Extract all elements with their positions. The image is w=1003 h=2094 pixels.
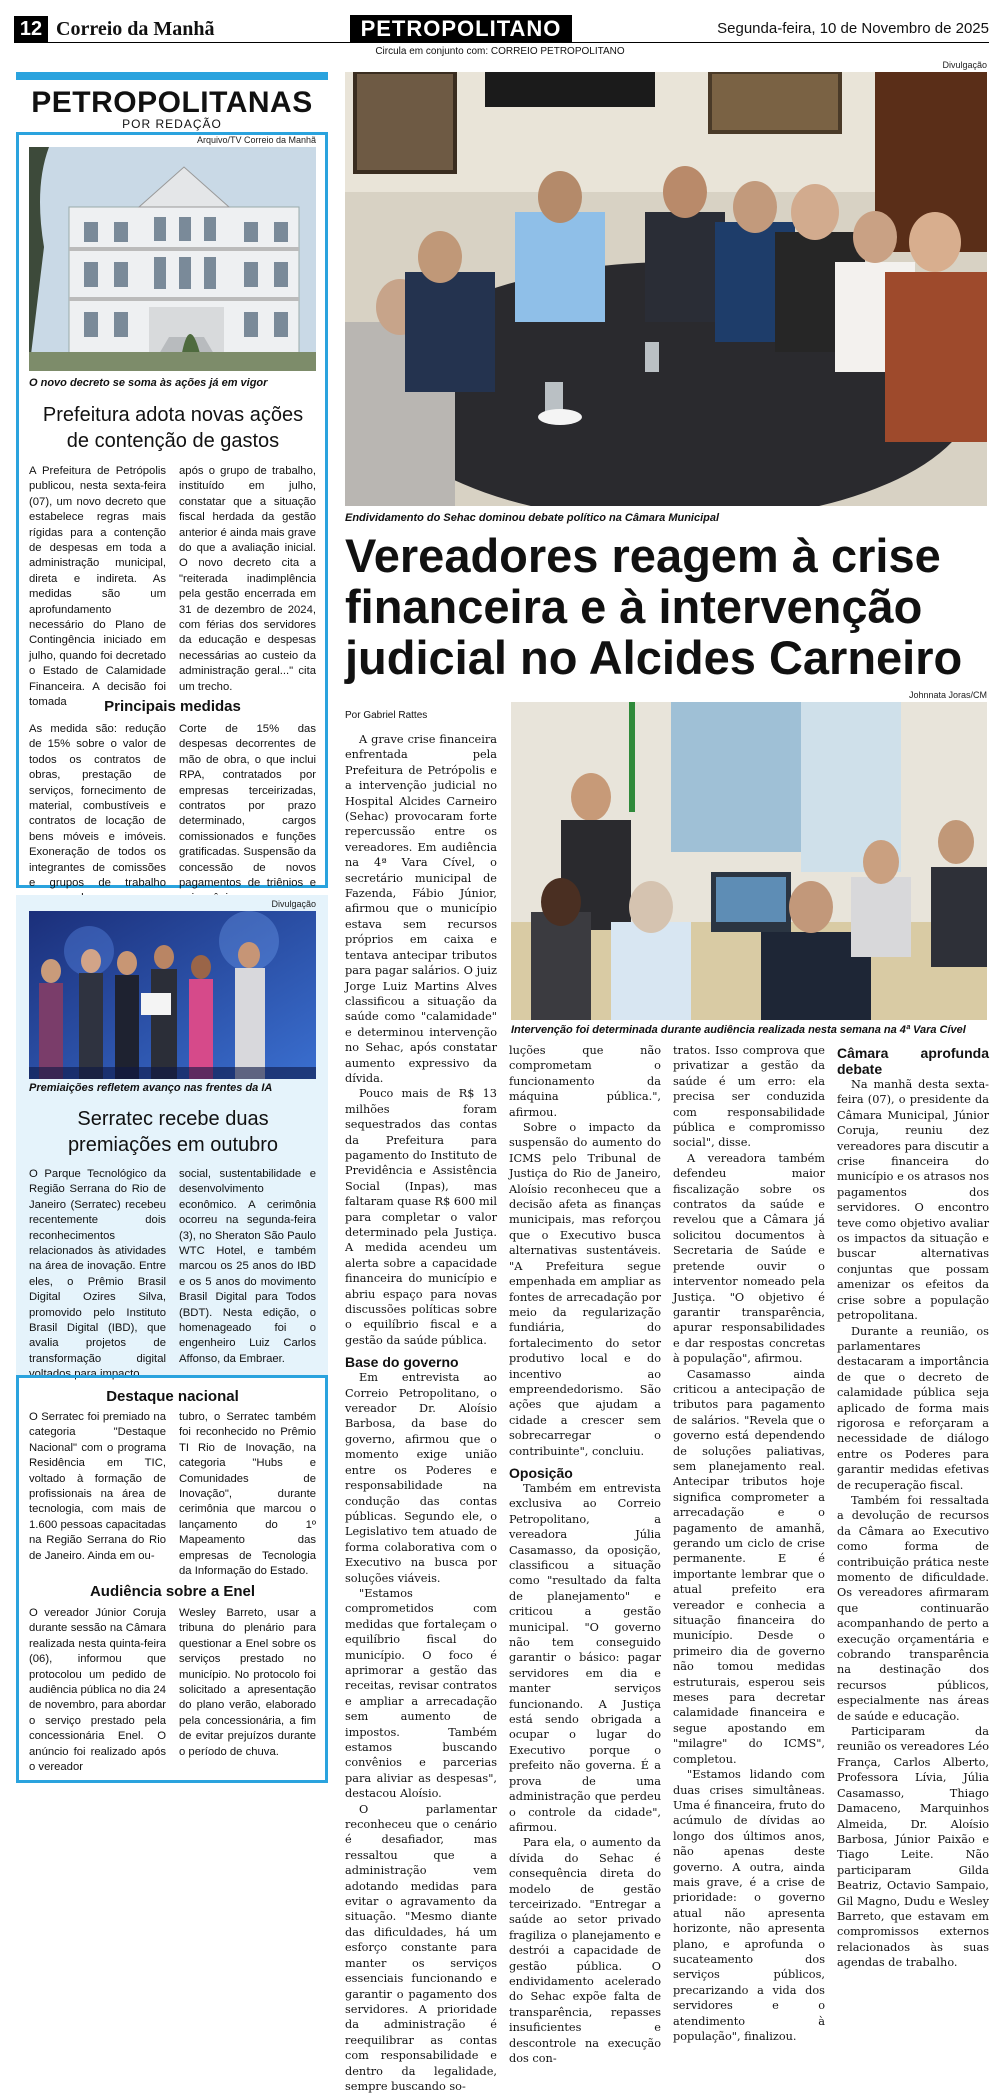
article-column-1 [345,732,497,2094]
photo-credit: Divulgação [271,899,316,909]
story-column-1: O vereador Júnior Coruja durante sessão na Câmara realizada nesta quinta-feira (06), informou que protocolou um pedido de audiência pública no dia 24 de novembro, para abordar o serviço prestado pela concessionária Enel. O anúncio foi realizado após o vereador [29,1607,166,1774]
page-number: 12 [14,16,48,42]
issue-date: Segunda-feira, 10 de Novembro de 2025 [717,20,989,37]
paragraph: luções que não comprometam o funcionamento da máquina pública.", afirmou. [509,1044,661,1119]
court-hearing-photo [511,702,987,1020]
header-divider [14,42,989,43]
photo-caption: Premiaições refletem avanço nas frentes da IA [29,1082,273,1094]
photo-caption: Endividamento do Sehac dominou debate político na Câmara Municipal [345,512,720,524]
paragraph: A vereadora também defendeu maior fiscalização sobre os contratos da saúde e revelou que a Câmara já solicitou documentos à Secretaria de Saúde e pretende ouvir o interventor nomeado pela Justiça. "O objetivo é garantir transparência, apurar responsabilidades e dar respostas concretas à população", afirmou. [673,1151,825,1366]
main-headline: Vereadores reagem à crise financeira e à intervenção judicial no Alcides Carneiro [345,529,963,684]
paragraph: Também em entrevista exclusiva ao Correio Petropolitano, a vereadora Júlia Casamasso, da oposição, classificou a situação como "resultado da falta de planejamento" e criticou a gestão municipal. "O governo não tem conseguido garantir o básico: pagar servidores em dia e manter serviços funcionando. A Justiça está sendo obrigada a ocupar o lugar do Executivo porque o prefeito não governa. É a prova de uma administração que perdeu o controle da cidade", afirmou. [509,1481,661,1834]
photo-credit: Divulgação [942,60,987,70]
palace-photo [29,147,316,371]
photo-caption: Intervenção foi determinada durante audiência realizada nesta semana na 4ª Vara Cível [511,1024,966,1036]
story-subhead: Principais medidas [104,698,241,715]
paragraph: Também foi ressaltada a devolução de recursos da Câmara ao Executivo como forma de contribuição prática neste momento de dificuldade. Os vereadores afirmaram que continuarão acompanhando de perto a execução orçamentária e cobrando transparência na destinação dos recursos públicos, especialmente nas áreas de saúde e educação. [837,1493,989,1723]
article-subhead: Oposição [509,1464,573,1481]
story-headline: Serratec recebe duas premiações em outubro [67,1108,279,1156]
photo-caption: O novo decreto se soma às ações já em vigor [29,377,268,389]
article-column-3 [673,1043,825,2044]
paragraph: A grave crise financeira enfrentada pela Prefeitura de Petrópolis e a intervenção judicial no Hospital Alcides Carneiro (Sehac) provocaram forte repercussão entre os vereadores. Em audiência na 4ª Vara Cível, o secretário municipal de Fazenda, Fábio Júnior, afirmou que o município estava sem recursos próprios em caixa e tentava antecipar tributos para pagar salários. O juiz Jorge Luiz Martins Alves classificou a situação da saúde como "calamidade" e determinou intervenção no Sehac, após constatar aumento expressivo da dívida. [345,733,497,1085]
paper-name: Correio da Manhã [56,18,215,40]
council-meeting-photo [345,72,987,506]
circulation-note: Circula em conjunto com: CORREIO PETROPOLITANO [375,46,625,57]
paragraph: Na manhã desta sexta-feira (07), o presidente da Câmara Municipal, Júnior Coruja, reuniu dez vereadores para discutir a crise financeira do município e os atrasos nos pagamentos dos servidores. O encontro teve como objetivo avaliar os impactos da situação e buscar alternativas conjuntas que possam amenizar os efeitos da crise sobre a população petropolitana. [837,1078,989,1323]
paragraph: Pouco mais de R$ 13 milhões foram sequestrados das contas da Prefeitura para pagamento do Instituto de Previdência e Assistência Social (Inpas), mas faltaram quase R$ 600 mil para completar o valor determinado pela Justiça. A medida acendeu um alerta sobre a capacidade financeira do município e abriu espaço para novas discussões políticas sobre o equilíbrio fiscal e a gestão da saúde pública. [345,1087,497,1347]
paragraph: tratos. Isso comprova que privatizar a gestão da saúde é um erro: ela precisa ser conduzida com responsabilidade pública e compromisso social", disse. [673,1044,825,1150]
paragraph: Participaram da reunião os vereadores Léo França, Carlos Alberto, Professora Lívia, Júlia Casamasso, Thiago Damaceno, Marquinhos Almeida, Dr. Aloísio Barbosa, Júnior Paixão e Tiago Leite. Não participaram Gilda Beatriz, Octavio Sampaio, Gil Magno, Dudu e Wesley Barreto, que estavam em compromissos externos relacionados às suas agendas de trabalho. [837,1725,989,1970]
paragraph: O parlamentar reconheceu que o cenário é desafiador, mas ressaltou que a administração vem adotando medidas para evitar o agravamento da situação. "Mesmo diante das dificuldades, há um esforço constante para manter os serviços essenciais funcionando e garantir o pagamento dos servidores. A prioridade da administração é reequilibrar as contas com responsabilidade e dentro da legalidade, sempre buscando so- [345,1802,497,2093]
award-photo [29,911,316,1079]
story-column-2: Wesley Barreto, usar a tribuna do plenário para questionar a Enel sobre os serviços prestado no município. No protocolo foi solicitado a apresentação do plano verão, elaborado pela concessionária, a fim de evitar prejuízos durante o período de chuva. [179,1607,316,1758]
article-column-2 [509,1043,661,2066]
sidebar-accent-bar [16,72,328,80]
sidebar-title: PETROPOLITANAS [31,86,313,119]
photo-credit: Arquivo/TV Correio da Manhã [196,135,316,145]
story-column-1: A Prefeitura de Petrópolis publicou, nesta sexta-feira (07), um novo decreto que estabelece regras mais rígidas para a contenção de despesas em toda a administração municipal, direta e indireta. As medidas são um aprofundamento necessário do Plano de Contingência iniciado em julho, quando foi decretado o Estado de Calamidade Financeira. A decisão foi tomada [29,465,166,709]
photo-credit: Johnnata Joras/CM [908,690,987,700]
paragraph: "Estamos comprometidos com medidas que fortaleçam o equilíbrio fiscal do município. O foco é aprimorar a gestão das receitas, revisar contratos e ampliar a arrecadação sem aumento de impostos. Também estamos buscando convênios e parcerias para aliviar as despesas", destacou Aloísio. [345,1586,497,1801]
paragraph: Sobre o impacto da suspensão do aumento do ICMS pelo Tribunal de Justiça do Rio de Janeiro, Aloísio reconheceu que a decisão afeta as finanças municipais, mas reforçou que o Executivo busca alternativas sustentáveis. "A Prefeitura segue empenhada em ampliar as fontes de arrecadação por meio da regularização fundiária, do fortalecimento do setor produtivo local e do incentivo ao empreendedorismo. São ações que ajudam a cidade a crescer sem sobrecarregar o contribuinte", concluiu. [509,1121,661,1458]
story-column-3: O Serratec foi premiado na categoria "Destaque Nacional" com o programa Residência em TIC, voltado à formação de profissionais na área de tecnologia, com mais de 1.600 pessoas capacitadas na Região Serrana do Rio de Janeiro. Ainda em ou- [29,1411,166,1562]
story-column-4: Corte de 15% das despesas decorrentes de mão de obra, o que inclui RPA, contratados por empresas terceirizadas, contratos por prazo determinado, cargos comissionados e funções gratificadas. Suspensão da concessão de novos pagamentos de triênios e [179,723,316,890]
paragraph: Para ela, o aumento da dívida do Sehac é consequência direta do modelo de gestão terceirizado. "Entregar a saúde ao setor privado fragiliza o planejamento e destrói a capacidade de gestão pública. O endividamento acelerado do Sehac expõe falta de transparência, repasses insuficientes e descontrole na execução dos con- [509,1836,661,2065]
article-column-4 [837,1045,989,1971]
story-column-2: após o grupo de trabalho, instituído em julho, constatar que a situação fiscal herdada da gestão anterior é ainda mais grave do que a avaliação inicial. O novo decreto cita a "reiterada inadimplência pela gestão encerrada em 31 de dezembro de 2024, com férias dos servidores da educação e despesas necessárias ao custeio da administração geral..." cita um trecho. [179,465,316,693]
story-headline: Audiência sobre a Enel [89,1583,256,1600]
article-subhead: Base do governo [345,1354,459,1371]
paragraph: "Estamos lidando com duas crises simultâneas. Uma é financeira, fruto do acúmulo de dívidas ao longo dos últimos anos, não apenas deste governo. A outra, ainda mais grave, é a crise de prioridade: o governo atual não apresenta horizonte, não apresenta plano, e aprofunda o sucateamento dos serviços públicos, precarizando a vida dos servidores e o atendimento à população", finalizou. [673,1768,825,2043]
paragraph: Casamasso ainda criticou a antecipação de tributos para pagamento de salários. "Revela que o governo está dependendo de soluções paliativas, sem planejamento real. Antecipar tributos hoje significa comprometer a arrecadação e o pagamento de amanhã, gerando um ciclo de crise permanente. E é importante lembrar que o atual prefeito era vereador e conhecia a situação financeira do município. Desde o primeiro dia de governo não tomou medidas estruturais, esperou seis meses para decretar calamidade financeira e segue apostando em "milagre" do ICMS", completou. [673,1367,825,1766]
story-column-1: O Parque Tecnológico da Região Serrana do Rio de Janeiro (Serratec) recebeu recentemente dois reconhecimentos relacionados às atividades na área de inovação. Entre eles, o Prêmio Brasil Digital Ozires Silva, promovido pelo Instituto Brasil Digital (IBD), que avalia projetos de transformação digital voltados para impacto [29,1168,166,1381]
byline: Por Gabriel Rattes [345,710,428,721]
paragraph: Durante a reunião, os parlamentares destacaram a importância de que o decreto de calamidade pública seja aplicado de forma mais rigorosa e reforçaram a necessidade de diálogo entre os Poderes para garantir medidas efetivas de recuperação fiscal. [837,1324,989,1492]
article-subhead: Câmara aprofunda debate [837,1045,989,1077]
story-column-3: As medida são: redução de 15% sobre o valor de todos os contratos de obras, prestação de serviços, fornecimento de material, combustíveis e contratos de locação de bens móveis e imóveis. Exoneração de todos os integrantes de comissões e grupos de trabalho [29,723,166,890]
section-title: PETROPOLITANO [350,15,572,43]
story-column-2: social, sustentabilidade e desenvolvimento econômico. A cerimônia ocorreu na segunda-feira (3), no Sheraton São Paulo WTC Hotel, e também marcou os 25 anos do IBD e os 5 anos do movimento Brasil Digital para Todos (BDT). Nesta edição, o homenageado foi o engenheiro Luiz Carlos Affonso, da Embraer. [179,1168,316,1365]
paragraph: Em entrevista ao Correio Petropolitano, o vereador Dr. Aloísio Barbosa, da base do governo, afirmou que o momento exige união entre os Poderes e responsabilidade na condução das contas públicas. Segundo ele, o Legislativo tem atuado de forma colaborativa com o Executivo na busca por soluções viáveis. [345,1371,497,1585]
story-column-4: tubro, o Serratec também foi reconhecido no Prêmio TI Rio de Inovação, na categoria "Hubs e Comunidades de Inovação", durante cerimônia que marcou o lançamento do 1º Mapeamento das empresas de Tecnologia da Informação do Estado. [179,1411,316,1578]
story-headline: Prefeitura adota novas ações de contenção de gastos [42,404,304,452]
sidebar-byline: POR REDAÇÃO [122,117,222,131]
story-subhead: Destaque nacional [106,1388,239,1405]
